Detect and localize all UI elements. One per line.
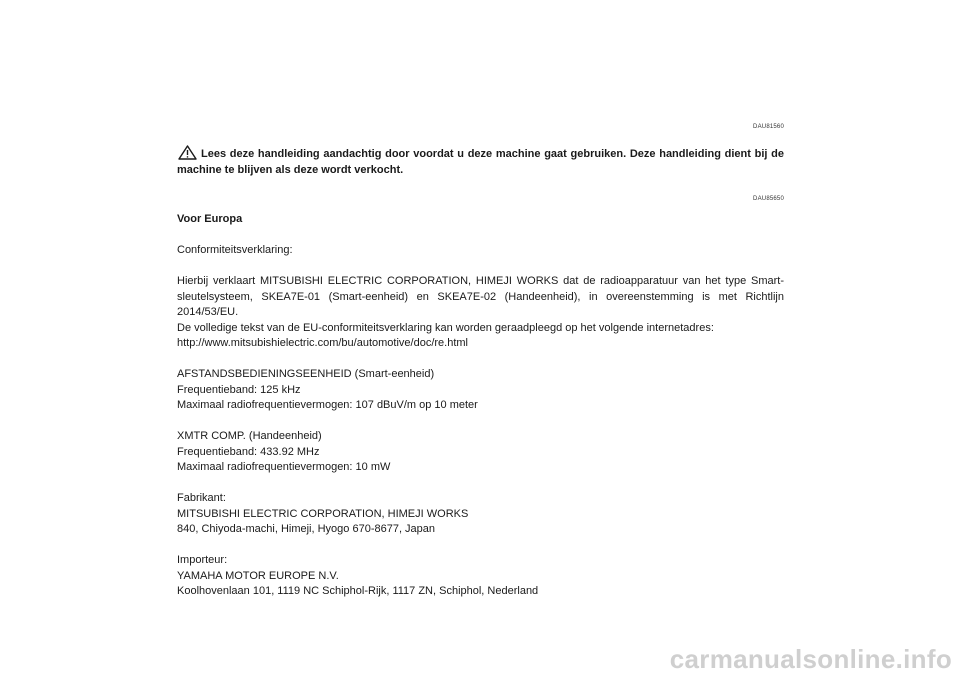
declaration-text: Hierbij verklaart MITSUBISHI ELECTRIC CORPORATION, HIMEJI WORKS dat de radioapparatuur van het type Smart-sleutelsysteem, SKEA7E-01 (Smart-eenheid) en SKEA7E-02 (Handeenheid), in overeenstemming is met Richtlijn 2014/53/EU. <box>177 275 784 318</box>
xmtr-title: XMTR COMP. (Handeenheid) <box>177 430 322 442</box>
manufacturer-name: MITSUBISHI ELECTRIC CORPORATION, HIMEJI WORKS <box>177 507 469 520</box>
warning-notice <box>177 145 784 178</box>
manufacturer-address: 840, Chiyoda-machi, Himeji, Hyogo 670-8677, Japan <box>177 523 436 535</box>
section-code-2: DAU85650 <box>753 196 784 202</box>
xmtr-band: Frequentieband: 433.92 MHz <box>177 445 320 458</box>
importer-label: Importeur: <box>177 554 228 566</box>
declaration-url: http://www.mitsubishielectric.com/bu/automotive/doc/re.html <box>177 337 469 349</box>
manufacturer-label: Fabrikant: <box>177 492 226 504</box>
section-code-1: DAU81560 <box>753 124 784 130</box>
warning-triangle-icon <box>178 145 197 160</box>
remote-unit-title: AFSTANDSBEDIENINGSEENHEID (Smart-eenheid) <box>177 368 435 380</box>
remote-unit-band: Frequentieband: 125 kHz <box>177 383 301 396</box>
section-body <box>177 212 784 600</box>
xmtr-power: Maximaal radiofrequentievermogen: 10 mW <box>177 461 391 473</box>
section-heading: Voor Europa <box>177 213 243 225</box>
conformity-label: Conformiteitsverklaring: <box>177 244 293 256</box>
watermark: carmanualsonline.info <box>669 644 952 674</box>
warning-text: Lees deze handleiding aandachtig door voordat u deze machine gaat gebruiken. Deze handleiding dient bij de machine te blijven als deze wordt verkocht. <box>177 148 784 176</box>
importer-address: Koolhovenlaan 101, 1119 NC Schiphol-Rijk, 1117 ZN, Schiphol, Nederland <box>177 585 539 597</box>
importer-name: YAMAHA MOTOR EUROPE N.V. <box>177 569 339 582</box>
manual-page <box>177 0 784 679</box>
full-text-note: De volledige tekst van de EU-conformiteitsverklaring kan worden geraadpleegd op het volgende internetadres: <box>177 321 714 334</box>
remote-unit-power: Maximaal radiofrequentievermogen: 107 dBuV/m op 10 meter <box>177 399 478 411</box>
